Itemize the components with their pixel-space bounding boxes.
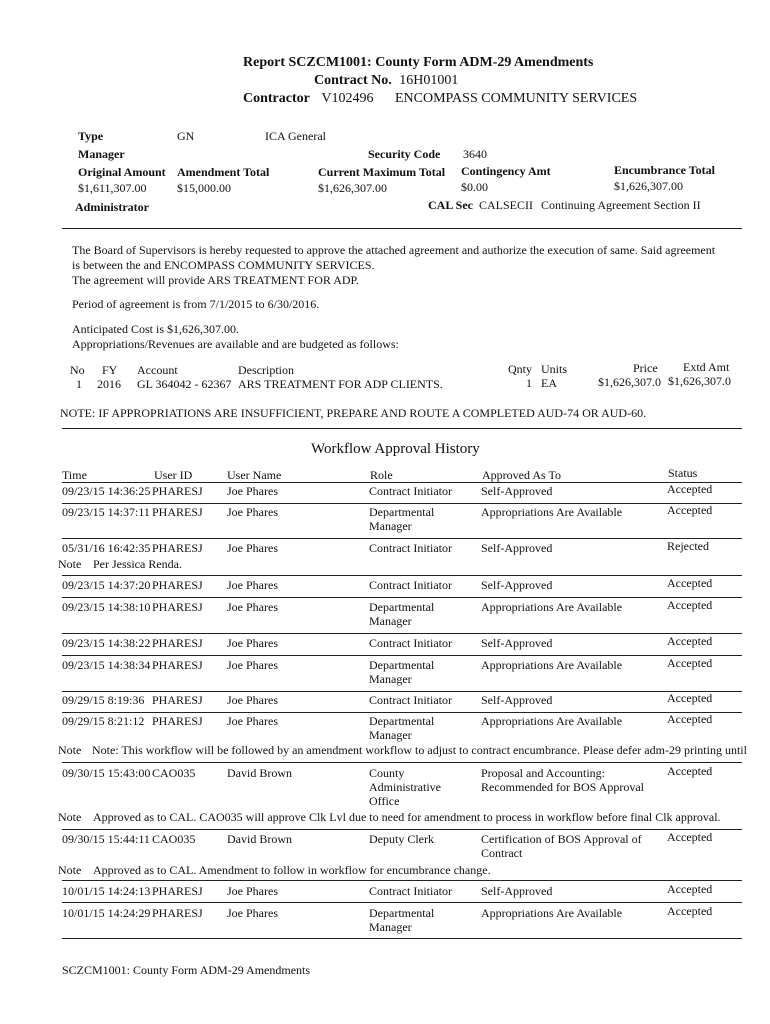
workflow-cell-role: Departmental Manager	[369, 906, 435, 934]
workflow-cell-status: Accepted	[667, 482, 713, 496]
workflow-cell-approved-as: Appropriations Are Available	[481, 714, 623, 728]
workflow-cell-time: 09/23/15 14:37:11	[62, 505, 150, 519]
workflow-row-divider	[62, 538, 742, 539]
workflow-cell-user-id: PHARESJ	[152, 693, 203, 707]
cal-sec-line	[428, 198, 701, 213]
workflow-cell-status: Accepted	[667, 830, 713, 844]
workflow-cell-user-name: Joe Phares	[227, 600, 278, 614]
appropriations-text: Appropriations/Revenues are available and are budgeted as follows:	[72, 337, 399, 351]
workflow-cell-status: Accepted	[667, 691, 713, 705]
workflow-cell-approved-as: Appropriations Are Available	[481, 600, 623, 614]
security-code-label: Security Code	[368, 147, 441, 161]
workflow-cell-time: 09/30/15 15:44:11	[62, 832, 150, 846]
workflow-cell-user-id: CAO035	[152, 766, 196, 780]
workflow-cell-time: 09/23/15 14:38:10	[62, 600, 151, 614]
budget-row-qnty: 1	[526, 376, 532, 390]
workflow-row-divider	[62, 691, 742, 692]
workflow-cell-user-name: Joe Phares	[227, 906, 278, 920]
workflow-cell-time: 09/30/15 15:43:00	[62, 766, 151, 780]
period-text: Period of agreement is from 7/1/2015 to 6/30/2016.	[72, 297, 320, 311]
workflow-cell-status: Accepted	[667, 656, 713, 670]
original-amount-label: Original Amount	[78, 165, 166, 179]
workflow-cell-user-name: Joe Phares	[227, 658, 278, 672]
workflow-title: Workflow Approval History	[311, 441, 480, 457]
workflow-row-divider	[62, 597, 742, 598]
workflow-cell-time: 05/31/16 16:42:35	[62, 541, 151, 555]
note-appropriations: NOTE: IF APPROPRIATIONS ARE INSUFFICIENT, PREPARE AND ROUTE A COMPLETED AUD-74 OR AUD-60.	[60, 406, 647, 420]
workflow-cell-time: 10/01/15 14:24:29	[62, 906, 151, 920]
workflow-cell-status: Accepted	[667, 503, 713, 517]
workflow-note-text: Note: This workflow will be followed by an amendment workflow to adjust to contract encumbrance. Please defer adm-29 printing until	[92, 743, 747, 757]
workflow-cell-approved-as: Self-Approved	[481, 578, 553, 592]
contractor-label: Contractor	[243, 91, 310, 106]
workflow-cell-time: 09/23/15 14:36:25	[62, 484, 151, 498]
workflow-row-divider	[62, 880, 742, 881]
contingency-label: Contingency Amt	[461, 164, 551, 178]
cal-sec-desc: Continuing Agreement Section II	[541, 198, 701, 212]
workflow-cell-role: Contract Initiator	[369, 693, 452, 707]
workflow-cell-time: 09/23/15 14:38:34	[62, 658, 151, 672]
budget-header-price: Price	[633, 361, 658, 375]
workflow-cell-status: Accepted	[667, 764, 713, 778]
workflow-cell-user-id: PHARESJ	[152, 541, 203, 555]
workflow-cell-user-id: PHARESJ	[152, 600, 203, 614]
report-title-line	[243, 55, 593, 71]
workflow-cell-user-id: PHARESJ	[152, 578, 203, 592]
workflow-cell-approved-as: Appropriations Are Available	[481, 658, 623, 672]
workflow-cell-status: Accepted	[667, 712, 713, 726]
workflow-cell-user-id: PHARESJ	[152, 484, 203, 498]
workflow-note-label: Note	[58, 810, 82, 824]
contingency: $0.00	[461, 180, 488, 194]
body-para-line-2: is between the and ENCOMPASS COMMUNITY SERVICES.	[72, 258, 375, 272]
workflow-cell-user-name: Joe Phares	[227, 693, 278, 707]
workflow-cell-user-id: PHARESJ	[152, 714, 203, 728]
workflow-cell-approved-as: Self-Approved	[481, 541, 553, 555]
workflow-cell-user-id: CAO035	[152, 832, 196, 846]
report-title: SCZCM1001: County Form ADM-29 Amendments	[288, 55, 594, 70]
workflow-row-divider	[62, 575, 742, 576]
workflow-note-text: Approved as to CAL. CAO035 will approve Clk Lvl due to need for amendment to process in workflow before final Clk approval.	[93, 810, 721, 824]
workflow-cell-time: 09/29/15 8:21:12	[62, 714, 145, 728]
workflow-header-row	[0, 468, 770, 482]
workflow-cell-user-name: Joe Phares	[227, 578, 278, 592]
encumbrance-label: Encumbrance Total	[614, 163, 716, 177]
amendment-total: $15,000.00	[177, 181, 231, 195]
budget-row-description: ARS TREATMENT FOR ADP CLIENTS.	[238, 377, 443, 391]
contract-line	[314, 73, 458, 89]
workflow-cell-time: 09/23/15 14:38:22	[62, 636, 151, 650]
workflow-cell-user-id: PHARESJ	[152, 884, 203, 898]
report-label: Report	[243, 55, 285, 70]
workflow-cell-time: 09/29/15 8:19:36	[62, 693, 145, 707]
workflow-cell-user-id: PHARESJ	[152, 658, 203, 672]
budget-header-extd: Extd Amt	[683, 360, 730, 374]
workflow-cell-status: Rejected	[667, 539, 709, 553]
workflow-cell-role: Contract Initiator	[369, 884, 452, 898]
budget-header-no: No	[70, 363, 85, 377]
workflow-note-text: Per Jessica Renda.	[93, 557, 182, 571]
budget-row-fy: 2016	[97, 377, 121, 391]
workflow-cell-time: 09/23/15 14:37:20	[62, 578, 151, 592]
workflow-cell-role: Departmental Manager	[369, 505, 435, 533]
workflow-cell-status: Accepted	[667, 598, 713, 612]
workflow-note-label: Note	[58, 557, 82, 571]
workflow-note-text: Approved as to CAL. Amendment to follow in workflow for encumbrance change.	[93, 863, 491, 877]
workflow-note-label: Note	[58, 863, 82, 877]
workflow-cell-status: Accepted	[667, 634, 713, 648]
workflow-cell-user-name: Joe Phares	[227, 541, 278, 555]
workflow-row-divider	[62, 633, 742, 634]
security-code: 3640	[463, 147, 487, 161]
workflow-cell-user-name: Joe Phares	[227, 484, 278, 498]
administrator-label: Administrator	[75, 200, 149, 214]
workflow-cell-user-id: PHARESJ	[152, 906, 203, 920]
workflow-end-divider	[62, 938, 742, 939]
workflow-cell-status: Accepted	[667, 882, 713, 896]
workflow-cell-approved-as: Self-Approved	[481, 484, 553, 498]
workflow-cell-role: Deputy Clerk	[369, 832, 434, 846]
workflow-cell-user-name: Joe Phares	[227, 714, 278, 728]
workflow-row-divider	[62, 503, 742, 504]
anticipated-cost: Anticipated Cost is $1,626,307.00.	[72, 322, 239, 336]
current-max: $1,626,307.00	[318, 181, 387, 195]
contractor-id: V102496	[321, 91, 374, 106]
workflow-header-role: Role	[370, 468, 393, 482]
budget-row-extd: $1,626,307.0	[668, 374, 731, 388]
workflow-cell-status: Accepted	[667, 576, 713, 590]
type-desc: ICA General	[265, 129, 326, 143]
workflow-header-user-id: User ID	[154, 468, 193, 482]
workflow-cell-user-name: David Brown	[227, 832, 292, 846]
workflow-row-divider	[62, 829, 742, 830]
budget-header-qnty: Qnty	[508, 362, 532, 376]
workflow-row-divider	[62, 762, 742, 763]
contractor-line	[243, 91, 637, 107]
footer-text: SCZCM1001: County Form ADM-29 Amendments	[62, 963, 311, 977]
workflow-cell-approved-as: Self-Approved	[481, 693, 553, 707]
current-max-label: Current Maximum Total	[318, 165, 446, 179]
workflow-row-divider	[62, 902, 742, 903]
workflow-cell-role: County Administrative Office	[369, 766, 441, 808]
workflow-header-approved-as: Approved As To	[482, 468, 561, 482]
body-para-line-3: The agreement will provide ARS TREATMENT FOR ADP.	[72, 273, 359, 287]
budget-header-description: Description	[238, 363, 294, 377]
workflow-cell-approved-as: Appropriations Are Available	[481, 906, 623, 920]
workflow-cell-role: Departmental Manager	[369, 658, 435, 686]
workflow-cell-approved-as: Self-Approved	[481, 636, 553, 650]
workflow-cell-role: Departmental Manager	[369, 714, 435, 742]
workflow-cell-user-id: PHARESJ	[152, 505, 203, 519]
contractor-name: ENCOMPASS COMMUNITY SERVICES	[395, 91, 638, 106]
type-code: GN	[177, 129, 195, 143]
manager-label: Manager	[78, 147, 125, 161]
budget-header-units: Units	[541, 362, 568, 376]
workflow-cell-approved-as: Proposal and Accounting: Recommended for BOS Approval	[481, 766, 644, 794]
original-amount: $1,611,307.00	[78, 181, 147, 195]
amendment-total-label: Amendment Total	[177, 165, 270, 179]
workflow-cell-time: 10/01/15 14:24:13	[62, 884, 151, 898]
budget-header-fy: FY	[102, 363, 118, 377]
workflow-cell-user-name: Joe Phares	[227, 636, 278, 650]
workflow-cell-status: Accepted	[667, 904, 713, 918]
workflow-cell-user-name: Joe Phares	[227, 505, 278, 519]
workflow-row-divider	[62, 712, 742, 713]
workflow-header-time: Time	[62, 468, 87, 482]
type-label: Type	[78, 129, 104, 143]
workflow-note-label: Note	[58, 743, 82, 757]
workflow-header-user-name: User Name	[227, 468, 282, 482]
workflow-cell-approved-as: Self-Approved	[481, 884, 553, 898]
budget-row-account: GL 364042 - 62367	[137, 377, 232, 391]
workflow-cell-user-name: Joe Phares	[227, 884, 278, 898]
workflow-cell-role: Contract Initiator	[369, 484, 452, 498]
encumbrance: $1,626,307.00	[614, 179, 683, 193]
workflow-header-status: Status	[668, 466, 698, 480]
contract-no: 16H01001	[399, 73, 459, 88]
workflow-row-divider	[62, 482, 742, 483]
workflow-cell-user-id: PHARESJ	[152, 636, 203, 650]
divider-2	[62, 428, 742, 429]
budget-row-no: 1	[76, 377, 82, 391]
workflow-cell-user-name: David Brown	[227, 766, 292, 780]
workflow-cell-approved-as: Appropriations Are Available	[481, 505, 623, 519]
workflow-cell-role: Contract Initiator	[369, 636, 452, 650]
workflow-cell-role: Departmental Manager	[369, 600, 435, 628]
contract-label: Contract No.	[314, 73, 392, 88]
divider-1	[62, 228, 742, 229]
budget-row-units: EA	[541, 376, 557, 390]
budget-row-price: $1,626,307.0	[598, 375, 661, 389]
workflow-row-divider	[62, 655, 742, 656]
body-para-line-1: The Board of Supervisors is hereby requested to approve the attached agreement and authorize the execution of same. Said agreement	[72, 243, 716, 257]
budget-header-account: Account	[137, 363, 178, 377]
workflow-cell-role: Contract Initiator	[369, 578, 452, 592]
workflow-cell-role: Contract Initiator	[369, 541, 452, 555]
workflow-cell-approved-as: Certification of BOS Approval of Contract	[481, 832, 642, 860]
cal-sec-label: CAL Sec	[428, 198, 473, 212]
cal-sec: CALSECII	[479, 198, 533, 212]
